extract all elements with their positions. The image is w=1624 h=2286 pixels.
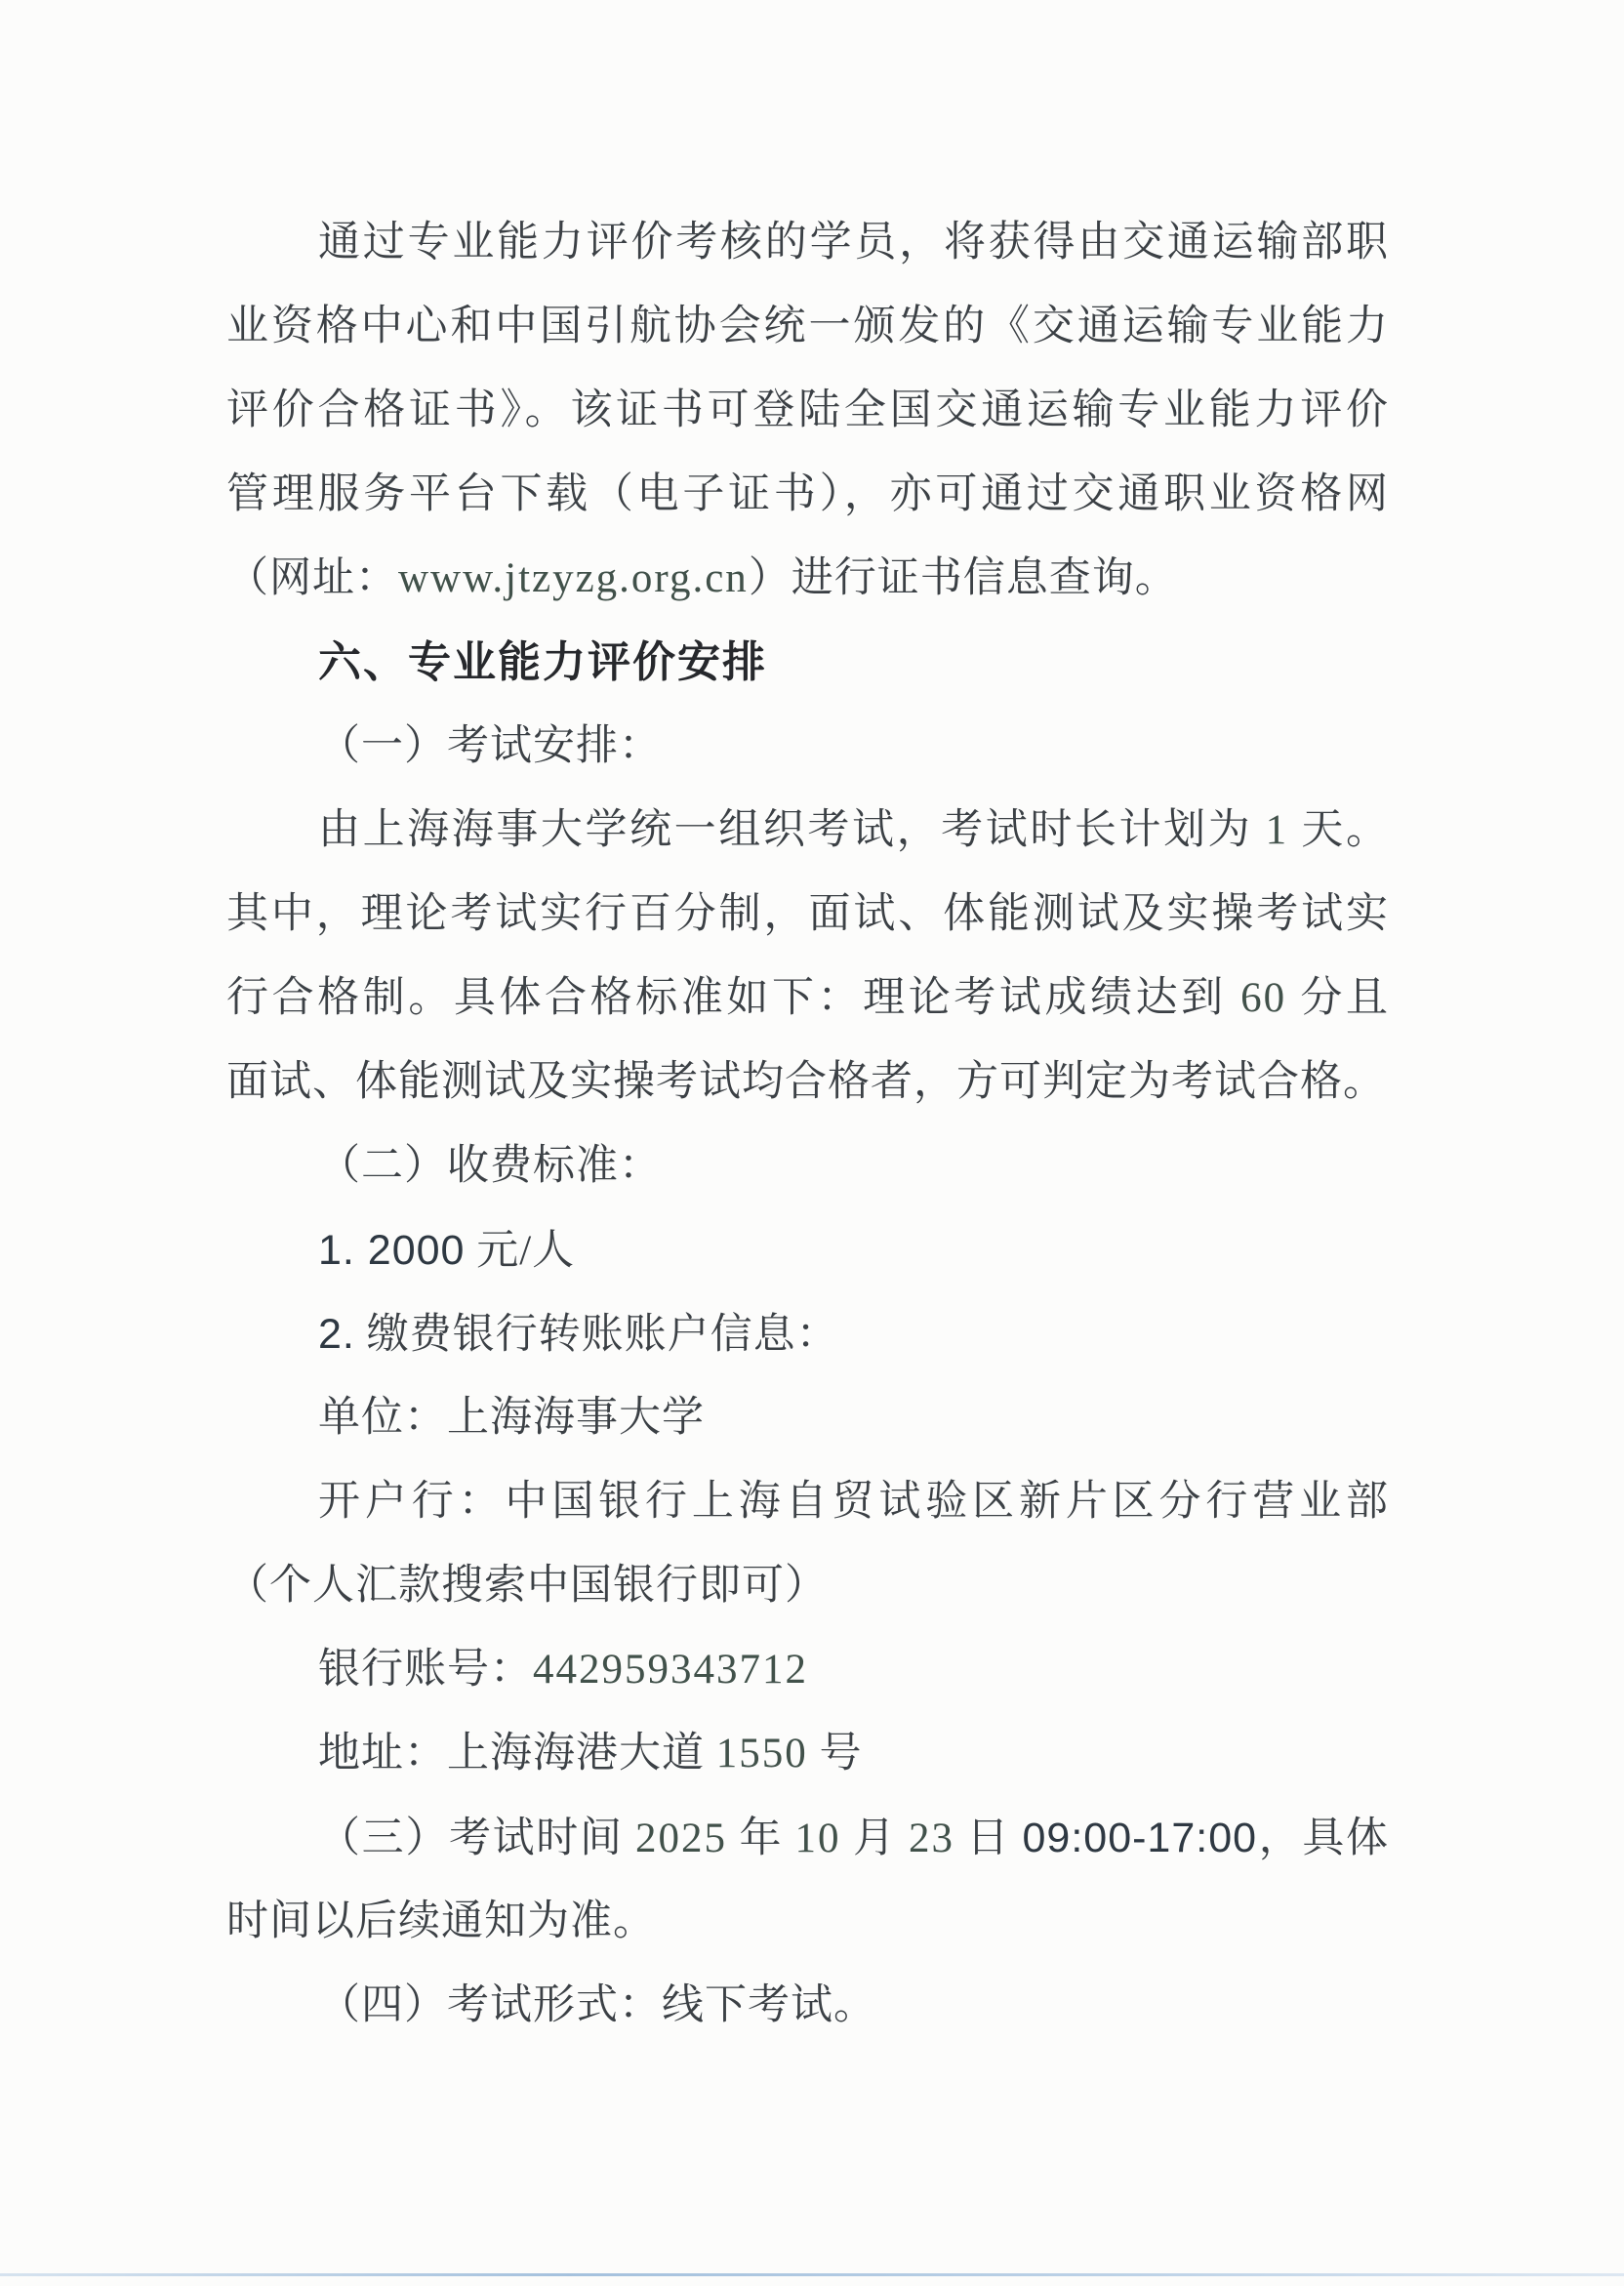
cjk-text: 月 [840, 1816, 910, 1861]
cjk-text: （网址： [226, 555, 398, 601]
latin-text: 09:00-17:00 [1022, 1815, 1258, 1861]
text-line [226, 1376, 1388, 1460]
text-line [226, 1796, 1388, 1880]
text-line [226, 1208, 1388, 1292]
text-line [226, 453, 1388, 537]
latin-text: 442959343712 [533, 1647, 808, 1693]
cjk-text: （一）考试安排： [318, 723, 662, 769]
text-column [226, 201, 1388, 2048]
text-line [226, 537, 1388, 621]
cjk-text: 通过专业能力评价考核的学员，将获得由交通运输部职 [318, 220, 1388, 265]
latin-text: www.jtzyzg.org.cn [398, 555, 749, 601]
text-line [226, 1544, 1388, 1628]
cjk-text: 天。 [1288, 807, 1389, 853]
latin-text: 2025 [635, 1816, 728, 1861]
latin-text: 23 [909, 1816, 955, 1861]
cjk-text: 由上海海事大学统一组织考试，考试时长计划为 [318, 807, 1266, 853]
cjk-text: 元/人 [465, 1228, 576, 1274]
cjk-text: （个人汇款搜索中国银行即可） [226, 1563, 828, 1609]
text-line [226, 1292, 1388, 1376]
latin-text: 1 [1265, 807, 1289, 853]
text-line [226, 1880, 1388, 1964]
cjk-text: 时间以后续通知为准。 [226, 1898, 656, 1944]
cjk-text: ，具体 [1257, 1816, 1389, 1861]
cjk-text: 日 [954, 1816, 1023, 1861]
text-line [226, 1628, 1388, 1712]
cjk-text: 六、专业能力评价安排 [318, 638, 767, 686]
cjk-text: 管理服务平台下载（电子证书），亦可通过交通职业资格网 [226, 471, 1388, 517]
text-line [226, 789, 1388, 873]
text-line [226, 957, 1388, 1041]
cjk-text: 其中，理论考试实行百分制，面试、体能测试及实操考试实 [226, 891, 1388, 937]
latin-text: 1550 [715, 1731, 808, 1776]
text-line [226, 1460, 1388, 1544]
text-line [226, 369, 1388, 453]
text-line [226, 705, 1388, 789]
page-bottom-edge-line [0, 2273, 1624, 2276]
latin-text: 2. [318, 1311, 355, 1358]
latin-text: 10 [794, 1816, 841, 1861]
cjk-text: （三）考试时间 [318, 1816, 636, 1861]
cjk-text: 行合格制。具体合格标准如下：理论考试成绩达到 [226, 975, 1241, 1021]
text-line [226, 873, 1388, 957]
latin-text: 1. 2000 [318, 1227, 466, 1274]
cjk-text: 评价合格证书》。该证书可登陆全国交通运输专业能力评价 [226, 388, 1388, 433]
cjk-text: 业资格中心和中国引航协会统一颁发的《交通运输专业能力 [226, 304, 1388, 349]
text-line [226, 201, 1388, 285]
latin-text: 60 [1240, 975, 1287, 1021]
cjk-text: 地址：上海海港大道 [318, 1731, 716, 1776]
cjk-text: 银行账号： [318, 1647, 533, 1693]
section-heading [226, 621, 1388, 705]
text-line [226, 1124, 1388, 1208]
cjk-text: 年 [727, 1816, 795, 1861]
cjk-text: 缴费银行转账账户信息： [354, 1312, 839, 1358]
text-line [226, 1964, 1388, 2048]
cjk-text: （四）考试形式：线下考试。 [318, 1982, 876, 2028]
cjk-text: 开户行：中国银行上海自贸试验区新片区分行营业部 [318, 1479, 1388, 1525]
text-line [226, 1712, 1388, 1796]
text-line [226, 1041, 1388, 1124]
text-line [226, 285, 1388, 369]
cjk-text: 分且 [1286, 975, 1389, 1021]
cjk-text: （二）收费标准： [318, 1143, 662, 1189]
cjk-text: 单位：上海海事大学 [318, 1395, 705, 1441]
cjk-text: 面试、体能测试及实操考试均合格者，方可判定为考试合格。 [226, 1059, 1386, 1105]
cjk-text: 号 [807, 1731, 863, 1776]
cjk-text: ）进行证书信息查询。 [748, 555, 1178, 601]
